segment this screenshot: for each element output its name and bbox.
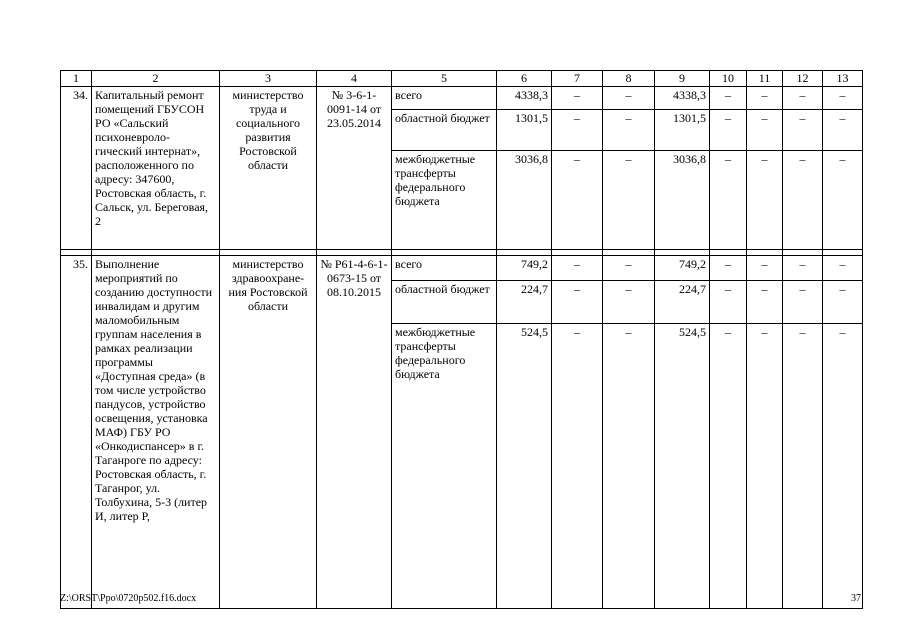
value-cell-10: –	[710, 87, 747, 110]
value-cell-12: –	[783, 87, 823, 110]
value-cell-6: 524,5	[497, 324, 552, 609]
value-cell-10: –	[710, 281, 747, 324]
value-cell-8: –	[603, 151, 655, 250]
value-cell-7: –	[552, 281, 603, 324]
approval-document: № Р61-4-6-1-0673-15 от 08.10.2015	[317, 256, 392, 609]
table-row	[61, 87, 863, 110]
value-cell-7: –	[552, 87, 603, 110]
column-header-8: 8	[603, 71, 655, 87]
object-name: Капитальный ремонт помещений ГБУСОН РО «Сальский психоневроло-гический интернат», расположенного по адресу: 347600, Ростовская область, г. Сальск, ул. Береговая, 2	[92, 87, 220, 250]
value-cell-6: 4338,3	[497, 87, 552, 110]
responsible-org: министерство здравоохране-ния Ростовской области	[220, 256, 317, 609]
value-cell-9: 1301,5	[655, 110, 710, 151]
column-header-9: 9	[655, 71, 710, 87]
column-header-7: 7	[552, 71, 603, 87]
value-cell-9: 524,5	[655, 324, 710, 609]
value-cell-6: 224,7	[497, 281, 552, 324]
value-cell-13: –	[823, 256, 863, 281]
funding-source: всего	[392, 256, 497, 281]
value-cell-13: –	[823, 110, 863, 151]
value-cell-7: –	[552, 110, 603, 151]
value-cell-11: –	[747, 87, 783, 110]
column-header-2: 2	[92, 71, 220, 87]
value-cell-13: –	[823, 324, 863, 609]
value-cell-8: –	[603, 256, 655, 281]
funding-source: межбюджетные трансферты федерального бюджета	[392, 324, 497, 609]
column-header-6: 6	[497, 71, 552, 87]
budget-table	[60, 70, 863, 609]
column-header-5: 5	[392, 71, 497, 87]
value-cell-9: 4338,3	[655, 87, 710, 110]
value-cell-10: –	[710, 151, 747, 250]
value-cell-7: –	[552, 256, 603, 281]
value-cell-12: –	[783, 281, 823, 324]
header-row	[61, 71, 863, 87]
object-name: Выполнение мероприятий по созданию доступности инвалидам и другим маломобильным группам населения в рамках реализации программы «Доступная среда» (в том числе устройство пандусов, устройство освещения, установка МАФ) ГБУ РО «Онкодиспансер» в г. Таганроге по адресу: Ростовская область, г. Таганрог, ул. Толбухина, 5-3 (литер И, литер Р,	[92, 256, 220, 609]
column-header-11: 11	[747, 71, 783, 87]
value-cell-11: –	[747, 151, 783, 250]
value-cell-13: –	[823, 87, 863, 110]
approval-document: № 3-6-1-0091-14 от 23.05.2014	[317, 87, 392, 250]
footer-file-path: Z:\ORST\Ppo\0720p502.f16.docx	[60, 593, 197, 604]
value-cell-9: 3036,8	[655, 151, 710, 250]
column-header-4: 4	[317, 71, 392, 87]
value-cell-6: 749,2	[497, 256, 552, 281]
value-cell-12: –	[783, 151, 823, 250]
value-cell-10: –	[710, 324, 747, 609]
value-cell-10: –	[710, 256, 747, 281]
value-cell-6: 1301,5	[497, 110, 552, 151]
row-number: 35.	[61, 256, 92, 609]
funding-source: областной бюджет	[392, 281, 497, 324]
column-header-12: 12	[783, 71, 823, 87]
row-number: 34.	[61, 87, 92, 250]
value-cell-13: –	[823, 151, 863, 250]
value-cell-11: –	[747, 324, 783, 609]
value-cell-11: –	[747, 281, 783, 324]
value-cell-13: –	[823, 281, 863, 324]
footer-page-number: 37	[851, 593, 861, 604]
value-cell-8: –	[603, 87, 655, 110]
value-cell-9: 749,2	[655, 256, 710, 281]
value-cell-8: –	[603, 281, 655, 324]
value-cell-8: –	[603, 110, 655, 151]
value-cell-8: –	[603, 324, 655, 609]
value-cell-7: –	[552, 151, 603, 250]
column-header-13: 13	[823, 71, 863, 87]
value-cell-6: 3036,8	[497, 151, 552, 250]
value-cell-11: –	[747, 256, 783, 281]
value-cell-9: 224,7	[655, 281, 710, 324]
funding-source: всего	[392, 87, 497, 110]
column-header-1: 1	[61, 71, 92, 87]
column-header-10: 10	[710, 71, 747, 87]
responsible-org: министерство труда и социального развития Ростовской области	[220, 87, 317, 250]
value-cell-7: –	[552, 324, 603, 609]
column-header-3: 3	[220, 71, 317, 87]
value-cell-12: –	[783, 256, 823, 281]
value-cell-11: –	[747, 110, 783, 151]
funding-source: областной бюджет	[392, 110, 497, 151]
value-cell-10: –	[710, 110, 747, 151]
value-cell-12: –	[783, 324, 823, 609]
value-cell-12: –	[783, 110, 823, 151]
table-body	[61, 71, 863, 609]
table-row	[61, 256, 863, 281]
funding-source: межбюджетные трансферты федерального бюджета	[392, 151, 497, 250]
